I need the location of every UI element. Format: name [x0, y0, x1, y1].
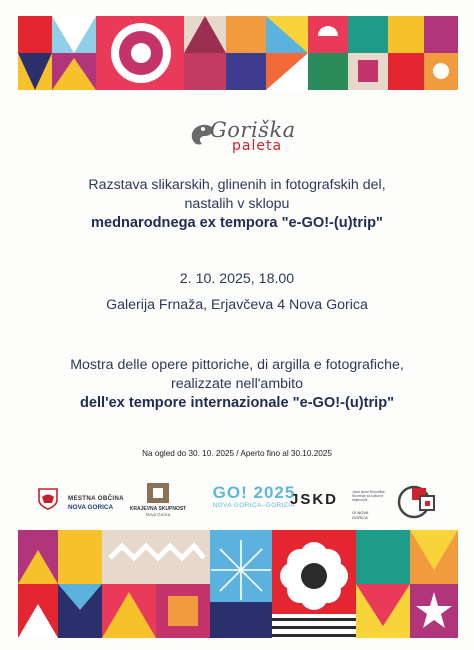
ddd-logo: [396, 482, 440, 520]
ks-emblem-icon: [147, 483, 169, 503]
italian-line-2: realizzate nell'ambito: [170, 376, 304, 392]
italian-event-title: dell'ex tempore internazionale "e-GO!-(u)trip": [79, 395, 395, 411]
jskd-full-name: Javni sklad Republike Slovenije za kulturne dejavnosti: [352, 490, 385, 503]
jskd-logo: [290, 488, 385, 520]
slovenian-line-1: Razstava slikarskih, glinenih in fotografskih del,: [88, 177, 386, 193]
jskd-office: OI NOVA GORICA: [352, 510, 369, 520]
event-datetime: 2. 10. 2025, 18.00: [179, 271, 295, 287]
italian-line-1: Mostra delle opere pittoriche, di argilla e fotografiche,: [70, 357, 404, 373]
event-details: [0, 270, 474, 315]
slovenian-description: [0, 176, 474, 233]
jskd-title: JSKD: [290, 491, 339, 508]
go2025-title: GO! 2025: [212, 483, 296, 502]
ks-line-2: Nova Gorica: [145, 512, 171, 517]
top-pattern-band: [18, 16, 458, 90]
slovenian-event-title: mednarodnega ex tempora "e-GO!-(u)trip": [91, 215, 383, 231]
slovenian-line-2: nastalih v sklopu: [184, 196, 290, 212]
event-venue: Galerija Frnaža, Erjavčeva 4 Nova Gorica: [106, 297, 368, 313]
go2025-subtitle: NOVA GORICA–GORIZIA: [212, 502, 296, 509]
bottom-pattern-band: [18, 530, 458, 638]
krajevna-skupnost-logo: [128, 480, 188, 522]
logo-goriska-text: Goriška: [210, 118, 296, 142]
ddd-mark-icon: [396, 482, 440, 520]
ks-line-1: KRAJEVNA SKUPNOST: [129, 506, 187, 512]
mestna-line-2: NOVA GORICA: [68, 504, 114, 511]
exhibition-dates-note: Na ogled do 30. 10. 2025 / Aperto fino al 30.10.2025: [142, 449, 332, 458]
logo-paleta-text: paleta: [232, 138, 283, 154]
crest-icon: [38, 488, 58, 510]
sponsor-logos: [0, 480, 474, 522]
italian-description: [0, 356, 474, 413]
goriska-paleta-logo: [188, 116, 298, 156]
mestna-line-1: MESTNA OBČINA: [68, 495, 124, 502]
